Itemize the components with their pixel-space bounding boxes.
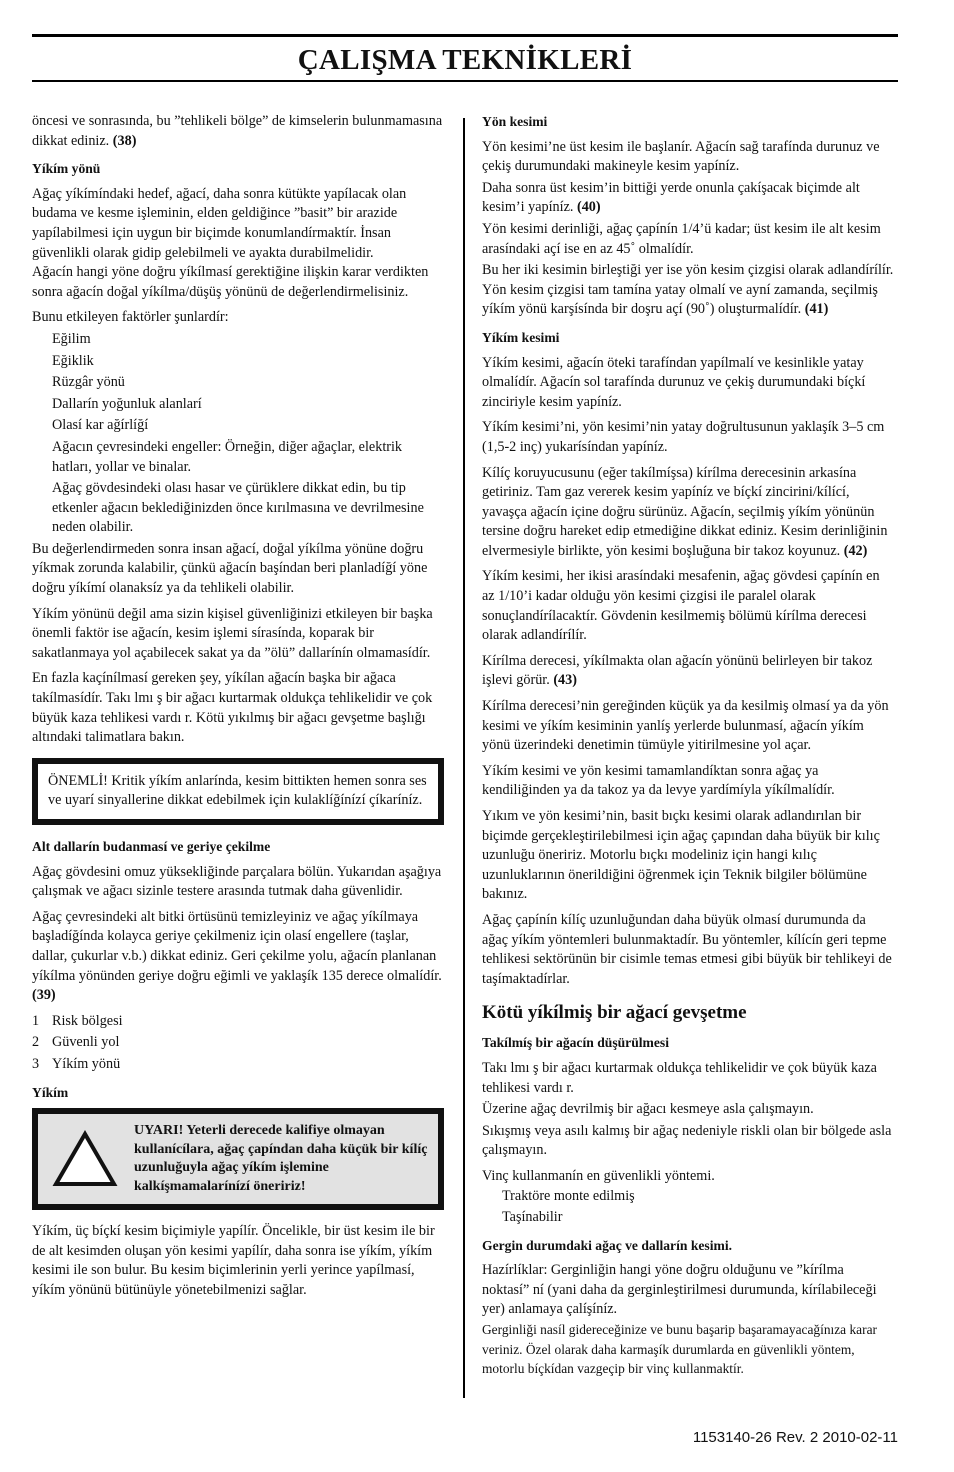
list-item: Dallarín yoğunluk alanlarí — [52, 395, 202, 412]
heading-felling: Yíkím — [32, 1084, 69, 1100]
paragraph: Yön kesimi’ne üst kesim ile başlanír. Ağacín sağ tarafínda durunuz ve çekiş durumundaki makineyle kesim yapíníz. — [482, 138, 880, 175]
intro-paragraph: öncesi ve sonrasında, bu ”tehlikeli bölge” de kimselerin bulunmamasına dikkat ediniz. (38) — [32, 113, 443, 149]
paragraph: Sıkışmış veya asılı kalmış bir ağaç nedeniyle riskli olan bir bölgede asla çalışmayın. — [482, 1122, 892, 1159]
section-heading-freeing-tree: Kötü yíkílmiş bir ağací gevşetme — [482, 1002, 747, 1024]
heading-lower-branches: Alt dallarín budanmasí ve geriye çekilme — [32, 839, 271, 854]
paragraph: Hazírlíklar: Gerginliğin hangi yöne doğru olduğunu ve ”kírílma noktasí” ní (yani daha da gerginleştirilmesi durumunda, kírílabileceği yer) anlamaya çalíşíníz. — [482, 1262, 877, 1318]
document-reference: 1153140-26 Rev. 2 2010-02-11 — [692, 1429, 898, 1446]
right-column — [482, 112, 894, 1385]
warning-box — [32, 1108, 444, 1210]
heading-felling-direction: Yíkím yönü — [32, 161, 101, 177]
important-notice-box: ÖNEMLİ! Kritik yíkím anlarínda, kesim bittikten hemen sonra ses ve uyarí sinyallerine dikkat edebilmek için kulaklíğínízí çíkaríníz. — [32, 758, 444, 825]
top-rule — [32, 34, 898, 37]
list-item: Ağaç gövdesindeki olası hasar ve çürüklere dikkat edin, bu tip etkenler ağacın beklediğinizden önce kırılmasına ve devrilmesine neden olabilir. — [52, 480, 424, 536]
paragraph: Gerginliği nasíl gidereceğinize ve bunu başarip başaramayacağínıza karar veriniz. Özel olarak daha karmaşík durumlarda en güvenlikli yöntem, motorlu bíçkídan vazgeçip bir vinç kullanmaktír. — [482, 1322, 877, 1377]
list-item: 1 Risk bölgesi — [32, 1012, 123, 1029]
paragraph: Vinç kullanmanín en güvenlikli yöntemi. — [482, 1167, 715, 1184]
paragraph: Ağacín hangi yöne doğru yíkílmasí gerektiğine ilişkin karar verdikten sonra ağacín doğal yíkílma/düşüş yönünü de değerlendirmelisiniz. — [32, 264, 429, 300]
paragraph: Yıkım ve yön kesimi’nin, basit bıçkı kesimi olarak adlandırılan bir biçimde gerçekleştirilebilmesi için ağaç çapından daha büyük bir kılıç uzunluğu öneririz. Motorlu bıçkı modeliniz için hangi kılıç uzunluklarının önerildiğini öğrenmek için Teknik bilgiler bölümüne bakınız. — [482, 808, 880, 903]
paragraph: Bu her iki kesimin birleştiği yer ise yön kesim çizgisi olarak adlandírílír. Yön kesim çizgisi tam tamína yatay olmalí ve ayní zamanda, seçilmiş yíkím yönü karşísínda bir doşru açí (90˚) oluşturmalídír. (41) — [482, 262, 894, 318]
list-item: Rüzgâr yönü — [52, 374, 125, 391]
heading-dropping-lodged-tree: Takílmíş bir ağacín düşürülmesi — [482, 1035, 669, 1051]
numbered-legend — [32, 1012, 444, 1075]
heading-tension-cutting: Gergin durumdaki ağaç ve dallarín kesimi. — [482, 1237, 732, 1253]
paragraph: Takı lmı ş bir ağacı kurtarmak oldukça tehlikelidir ve çok büyük kaza tehlikesi vardı r. — [482, 1059, 877, 1096]
paragraph: Ağaç yíkímíndaki hedef, ağací, daha sonra kütükte yapílacak olan budama ve kesme işleminin, elden geldiğince ”basit” bir arazide yapílabilmesi için uygun bir biçimde konumlandírmaktír. İnsan güvenlikli olarak gidip gelebilmeli ve ayakta durabilmelidir. — [32, 185, 407, 261]
paragraph: Daha sonra üst kesim’in bittiği yerde onunla çakíşacak biçimde alt kesim’i yapíníz. (40) — [482, 179, 860, 216]
heading-directional-cut: Yön kesimi — [482, 114, 548, 129]
paragraph: Ağaç çapínín kílíç uzunluğundan daha büyük olmasí durumunda da ağaç yíkím yöntemleri bulunmaktadír. Bu yöntemler, kílícín geri tepme tehlikesi sektörünün bir cisimle temas etmesi gibi büyük bir tehlikeyi de taşímaktadírlar. — [482, 911, 892, 987]
paragraph: Yíkím kesimi, ağacín öteki tarafíndan yapílmalí ve kesinlikle yatay olmalídír. Ağacín sol tarafínda durunuz ve çekiş durumundaki bíçkí zinciriyle kesim yapíníz. — [482, 354, 866, 410]
paragraph: Yíkím kesimi ve yön kesimi tamamlandíktan sonra ağaç ya kendiliğinden ya da takoz ya da levye yardímíyla yíkílmalídír. — [482, 762, 835, 799]
paragraph: Kírílma derecesi’nin gereğinden küçük ya da kesilmiş olmasí ya da yön kesimi ve yíkím kesiminin yanlíş yerlerde bulunmasí, ağacín yíkím yönü üzerindeki denetimin tümüyle yitirilmesine yol açar. — [482, 698, 889, 754]
list-item: Eğilim — [52, 330, 91, 347]
paragraph: Ağaç gövdesini omuz yüksekliğinde parçalara bölün. Yukarıdan aşağıya çalışmak ve ağacı sizinle testere arasında tutmak daha güvenlidir. — [32, 863, 442, 900]
paragraph: Yíkím yönünü değil ama sizin kişisel güvenliğinizi etkileyen bir başka önemli faktör ise ağacín, kesim işlemi sírasínda, koparak bir sakatlanmaya yol açabilecek sakat ya da ”ölü” dallarínín olmamasídír. — [32, 605, 433, 661]
list-item: 3 Yíkím yönü — [32, 1055, 121, 1072]
list-item: Ağacın çevresindeki engeller: Örneğin, diğer ağaçlar, elektrik hatları, yollar ve binalar. — [52, 438, 403, 475]
list-item: 2 Güvenli yol — [32, 1034, 120, 1051]
heading-felling-cut: Yíkím kesimi — [482, 329, 560, 345]
paragraph: Yön kesimi derinliği, ağaç çapínín 1/4’ü kadar; üst kesim ile alt kesim arasíndaki açí ise en az 45˚ olmalídír. — [482, 220, 881, 257]
list-item: Eğiklik — [52, 352, 94, 369]
list-item: Olasí kar ağírlíğí — [52, 417, 149, 434]
paragraph: Yíkím, üç bíçkí kesim biçimiyle yapílír. Öncelikle, bir üst kesim ile bir de alt kesimden oluşan yön kesimi yapílír, daha sonra ise yíkím, yíkím kesimi ile son bulur. Bu kesim biçimlerinin yerli yerince yapílmasí, yíkím yönünü bütünüyle yönetebilmenizi sağlar. — [32, 1223, 435, 1298]
paragraph: En fazla kaçínílmasí gereken şey, yíkílan ağacín başka bir ağaca takílmasídír. Takı lmı ş bir ağacı kurtarmak oldukça tehlikelidir ve çok büyük kaza tehlikesi vardı r. Kötü yıkılmış bir ağacı gevşetme başlığı altındaki talimatlara bakın. — [32, 670, 433, 746]
paragraph: Kírílma derecesi, yíkílmakta olan ağacín yönünü belirleyen bir takoz işlevi görür. (43) — [482, 652, 873, 689]
paragraph: Kílíç koruyucusunu (eğer takílmíşsa) kírílma derecesinin arkasína getiriniz. Tam gaz vererek kesim yapíníz ve bíçkí zincirini/kílící, yavaşça ağacín içine doğru sürünüz. Ağacín, seçilmiş yíkím yönünün tersine doğru hareket edip etmediğine dikkat ediniz. Kesim derinliğinin elvermesiyle birlikte, yön kesimi boşluğuna bir takoz koyunuz. (42) — [482, 464, 888, 559]
paragraph: Bunu etkileyen faktörler şunlardír: — [32, 309, 229, 326]
left-column — [32, 112, 444, 1307]
paragraph: Yíkím kesimi’ni, yön kesimi’nin yatay doğrultusunun yaklaşík 3–5 cm (1,5-2 inç) yukarísíndan yapíníz. — [482, 419, 885, 455]
paragraph: Bu değerlendirmeden sonra insan ağací, doğal yíkílma yönüne doğru yíkmak zorunda kalabilir, çünkü ağacín başíndan beri planladíğí yöne doğru yíkímí olanaksíz ya da tehlikeli olabilir. — [32, 540, 428, 597]
list-item: Taşínabilir — [502, 1209, 563, 1226]
paragraph: Üzerine ağaç devrilmiş bir ağacı kesmeye asla çalışmayın. — [482, 1101, 814, 1118]
warning-triangle-icon — [48, 1122, 122, 1196]
column-divider — [463, 118, 465, 1398]
list-item: Traktöre monte edilmiş — [502, 1187, 635, 1204]
warning-text: UYARI! Yeterli derecede kalifiye olmayan kullanícílara, ağaç çapíndan daha küçük bir kílíç uzunluğuyla ağaç yíkím işlemine kalkíşmamalarínízí öneririz! — [134, 1123, 428, 1194]
paragraph: Yíkím kesimi, her ikisi arasíndaki mesafenin, ağaç gövdesi çapínín en az 1/10’i kadar olduğu yön kesimi çizgisi ile paralel olarak sonuçlandírílacaktír. Gövdenin kesilmemiş bölümü kírílma derecesi olarak adlandírílír. — [482, 568, 880, 644]
title-underline — [32, 80, 898, 82]
factor-list — [32, 330, 444, 538]
paragraph: Ağaç çevresindeki alt bitki örtüsünü temizleyiniz ve ağaç yíkílmaya başladíğínda kolayca geriye çekilmeniz için olasí engellere (taşlar, dallar, çukurlar v.b.) dikkat ediniz. Geri çekilme yolu, ağacín planlanan yíkílma yönünden geriye doğru eğimli ve yaklaşík 135 derece olmalídír. (39) — [32, 908, 442, 1004]
page-title: ÇALIŞMA TEKNİKLERİ — [297, 44, 633, 76]
